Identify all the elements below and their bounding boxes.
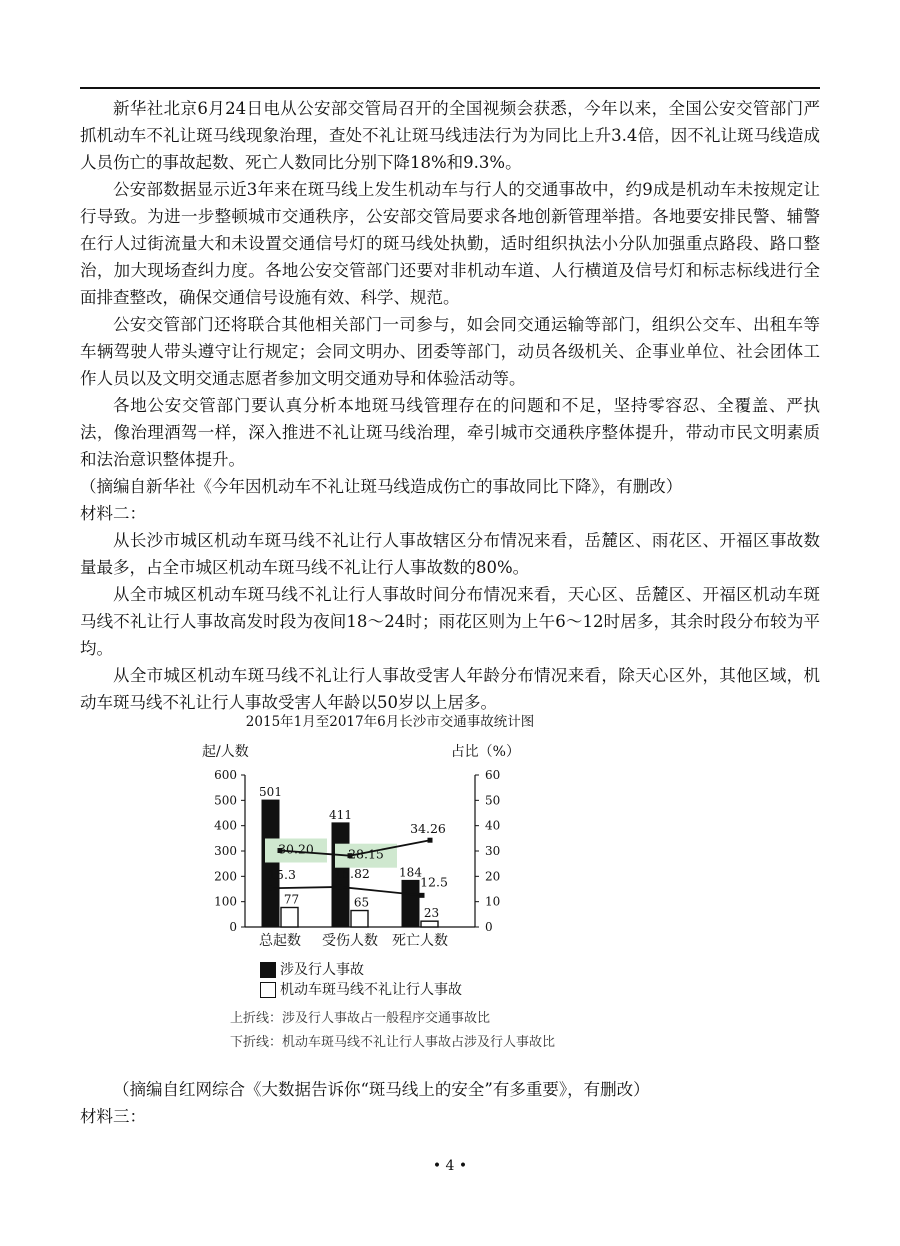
lower-line-marker [268,886,273,891]
chart-note: 上折线：涉及行人事故占一般程序交通事故比 [230,1011,491,1026]
upper-line-label: 34.26 [410,821,446,837]
source-citation: （摘编自红网综合《大数据告诉你“斑马线上的安全”有多重要》，有删改） [113,1080,650,1099]
left-tick-label: 0 [229,920,237,934]
chart-note: 下折线：机动车斑马线不礼让行人事故占涉及行人事故比 [230,1035,556,1050]
paragraph: 新华社北京6月24日电从公安部交管局召开的全国视频会获悉，今年以来，全国公安交管部门严抓机动车不礼让斑马线现象治理，查处不礼让斑马线违法行为为同比上升3.4倍，因不礼让斑马线造成人员伤亡的事故起数、死亡人数同比分别下降18%和9.3%。 [80,99,820,172]
left-tick-label: 200 [214,869,237,884]
source-citation: （摘编自新华社《今年因机动车不礼让斑马线造成伤亡的事故同比下降》，有删改） [80,477,683,496]
page-number: • 4 • [432,1158,468,1174]
bar-value-label: 184 [399,865,422,880]
left-tick-label: 100 [214,894,237,909]
left-tick-label: 500 [214,793,237,808]
legend-item [260,980,462,1000]
top-rule [80,87,820,89]
category-label: 总起数 [259,933,301,949]
chart-notes [230,1007,555,1055]
lower-line-marker [420,893,425,898]
left-tick-label: 400 [214,818,237,833]
bar-value-label: 501 [259,785,282,800]
legend-swatch-white [260,982,276,998]
right-tick-label: 40 [485,818,501,833]
legend-swatch-black [260,962,276,978]
upper-line-label: 30.20 [278,841,314,857]
right-tick-label: 10 [485,894,501,909]
paragraph: 从长沙市城区机动车斑马线不礼让行人事故辖区分布情况来看，岳麓区、雨花区、开福区事故数量最多，占全市城区机动车斑马线不礼让行人事故数的80%。 [80,531,820,577]
chart-legend [260,960,462,1000]
right-tick-label: 60 [485,768,501,782]
lower-line-label: 15.82 [334,865,370,881]
section-heading: 材料二： [80,504,146,523]
bar-value-label: 411 [329,807,352,822]
paragraph: 从全市城区机动车斑马线不礼让行人事故时间分布情况来看，天心区、岳麓区、开福区机动车斑马线不礼让行人事故高发时段为夜间18～24时；雨花区则为上午6～12时居多，其余时段分布较为平均。 [80,585,820,658]
lower-line-label: 15.3 [268,867,296,883]
bar-crosswalk-accidents [351,911,368,927]
paragraph: 从全市城区机动车斑马线不礼让行人事故受害人年龄分布情况来看，除天心区外，其他区域，机动车斑马线不礼让行人事故受害人年龄以50岁以上居多。 [80,666,820,712]
bar-pedestrian-accidents [402,880,419,927]
material-two-source [80,1076,820,1130]
bar-crosswalk-accidents [421,921,438,927]
paragraph: 公安交管部门还将联合其他相关部门一司参与，如会同交通运输等部门，组织公交车、出租车等车辆驾驶人带头遵守让行规定；会同文明办、团委等部门，动员各级机关、企事业单位、社会团体工作人员以及文明交通志愿者参加文明交通劝导和体验活动等。 [80,315,820,388]
paragraph: 各地公安交管部门要认真分析本地斑马线管理存在的问题和不足，坚持零容忍、全覆盖、严执法，像治理酒驾一样，深入推进不礼让斑马线治理，牵引城市交通秩序整体提升，带动市民文明素质和法治意识整体提升。 [80,396,820,469]
right-tick-label: 50 [485,793,501,808]
legend-label: 涉及行人事故 [280,962,364,978]
right-tick-label: 30 [485,844,501,858]
right-tick-label: 20 [485,869,501,884]
bar-value-label: 65 [353,895,370,910]
right-tick-label: 0 [485,920,493,934]
left-tick-label: 300 [214,844,237,858]
upper-line-marker [428,838,433,843]
paragraph: 公安部数据显示近3年来在斑马线上发生机动车与行人的交通事故中，约9成是机动车未按规定让行导致。为进一步整顿城市交通秩序，公安部交管局要求各地创新管理举措。各地要安排民警、辅警在行人过街流量大和未设置交通信号灯的斑马线处执勤，适时组织执法小分队加强重点路段、路口整治，加大现场查纠力度。各地公安交管部门还要对非机动车道、人行横道及信号灯和标志标线进行全面排查整改，确保交通信号设施有效、科学、规范。 [80,180,820,307]
section-heading: 材料三： [80,1107,146,1126]
left-axis-label: 起/人数 [202,744,249,760]
legend-label: 机动车斑马线不礼让行人事故 [280,982,462,998]
accident-chart [200,712,580,1057]
material-one [80,95,820,716]
lower-line-label: 12.5 [420,874,448,890]
legend-item [260,960,462,980]
bar-pedestrian-accidents [262,800,279,927]
category-label: 死亡人数 [392,933,448,949]
left-tick-label: 600 [214,768,237,782]
bar-value-label: 77 [283,892,300,907]
upper-line-label: 28.15 [348,846,384,862]
category-label: 受伤人数 [322,933,378,949]
right-axis-label: 占比（%） [450,744,520,760]
chart-title: 2015年1月至2017年6月长沙市交通事故统计图 [245,714,535,730]
bar-crosswalk-accidents [281,907,298,927]
lower-line-marker [338,884,343,889]
chart-canvas [200,712,580,962]
bar-value-label: 23 [423,906,440,921]
